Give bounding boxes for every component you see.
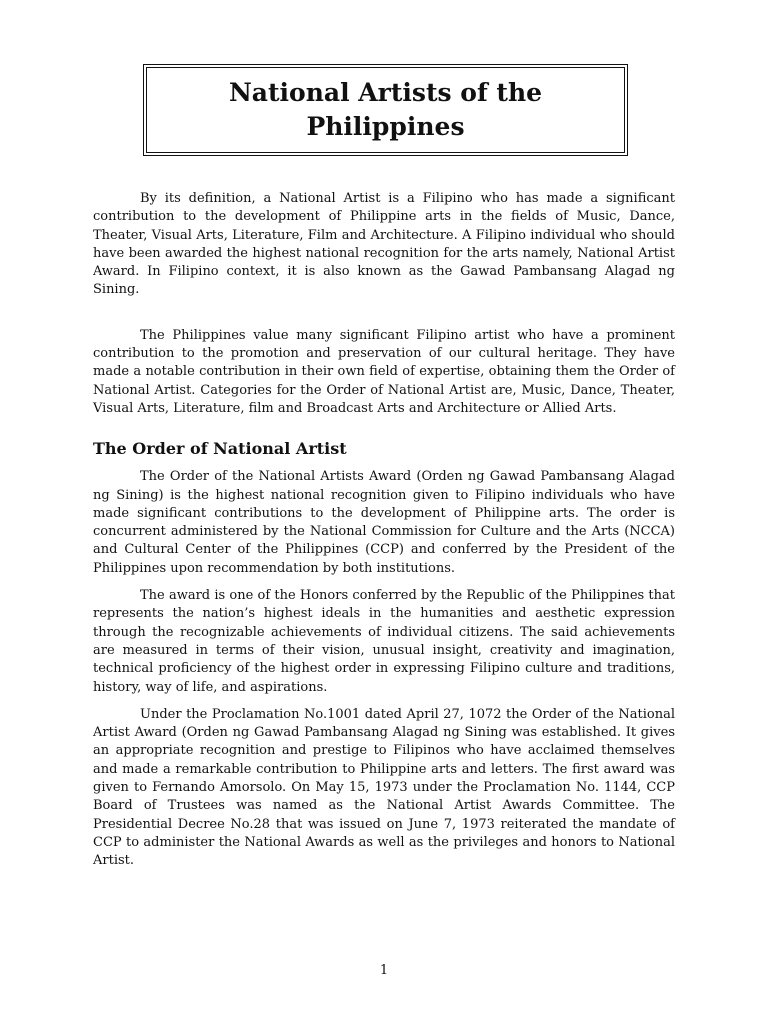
document-title <box>229 76 542 144</box>
section-paragraph-1: The Order of the National Artists Award (Orden ng Gawad Pambansang Alagad ng Sining) is the highest national recognition given to Filipino individuals who have made significant contributions to the development of Philippine arts. The order is concurrent administered by the National Commission for Culture and the Arts (NCCA) and Cultural Center of the Philippines (CCP) and conferred by the President of the Philippines upon recommendation by both institutions. <box>93 469 675 576</box>
intro-paragraph-1: By its definition, a National Artist is a Filipino who has made a significant contribution to the development of Philippine arts in the fields of Music, Dance, Theater, Visual Arts, Literature, Film and Architecture. A Filipino individual who should have been awarded the highest national recognition for the arts namely, National Artist Award. In Filipino context, it is also known as the Gawad Pambansang Alagad ng Sining. <box>93 191 675 298</box>
section-heading: The Order of National Artist <box>93 439 347 459</box>
section-paragraph-3: Under the Proclamation No.1001 dated April 27, 1072 the Order of the National Artist Award (Orden ng Gawad Pambansang Alagad ng Sining was established. It gives an appropriate recognition and prestige to Filipinos who have acclaimed themselves and made a remarkable contribution to Philippine arts and letters. The first award was given to Fernando Amorsolo. On May 15, 1973 under the Proclamation No. 1144, CCP Board of Trustees was named as the National Artist Awards Committee. The Presidential Decree No.28 that was issued on June 7, 1973 reiterated the mandate of CCP to administer the National Awards as well as the privileges and honors to National Artist. <box>93 706 675 869</box>
section-paragraph-2: The award is one of the Honors conferred by the Republic of the Philippines that represents the nation’s highest ideals in the humanities and aesthetic expression through the recognizable achievements of individual citizens. The said achievements are measured in terms of their vision, unusual insight, creativity and imagination, technical proficiency of the highest order in expressing Filipino culture and traditions, history, way of life, and aspirations. <box>93 588 675 695</box>
intro-paragraph-2: The Philippines value many significant Filipino artist who have a prominent contribution to the promotion and preservation of our cultural heritage. They have made a notable contribution in their own field of expertise, obtaining them the Order of National Artist. Categories for the Order of National Artist are, Music, Dance, Theater, Visual Arts, Literature, film and Broadcast Arts and Architecture or Allied Arts. <box>93 327 675 416</box>
title-box <box>143 64 628 156</box>
title-line-2: Philippines <box>306 112 465 141</box>
document-body <box>93 190 675 880</box>
page-number: 1 <box>379 963 389 978</box>
title-line-1: National Artists of the <box>228 78 543 107</box>
